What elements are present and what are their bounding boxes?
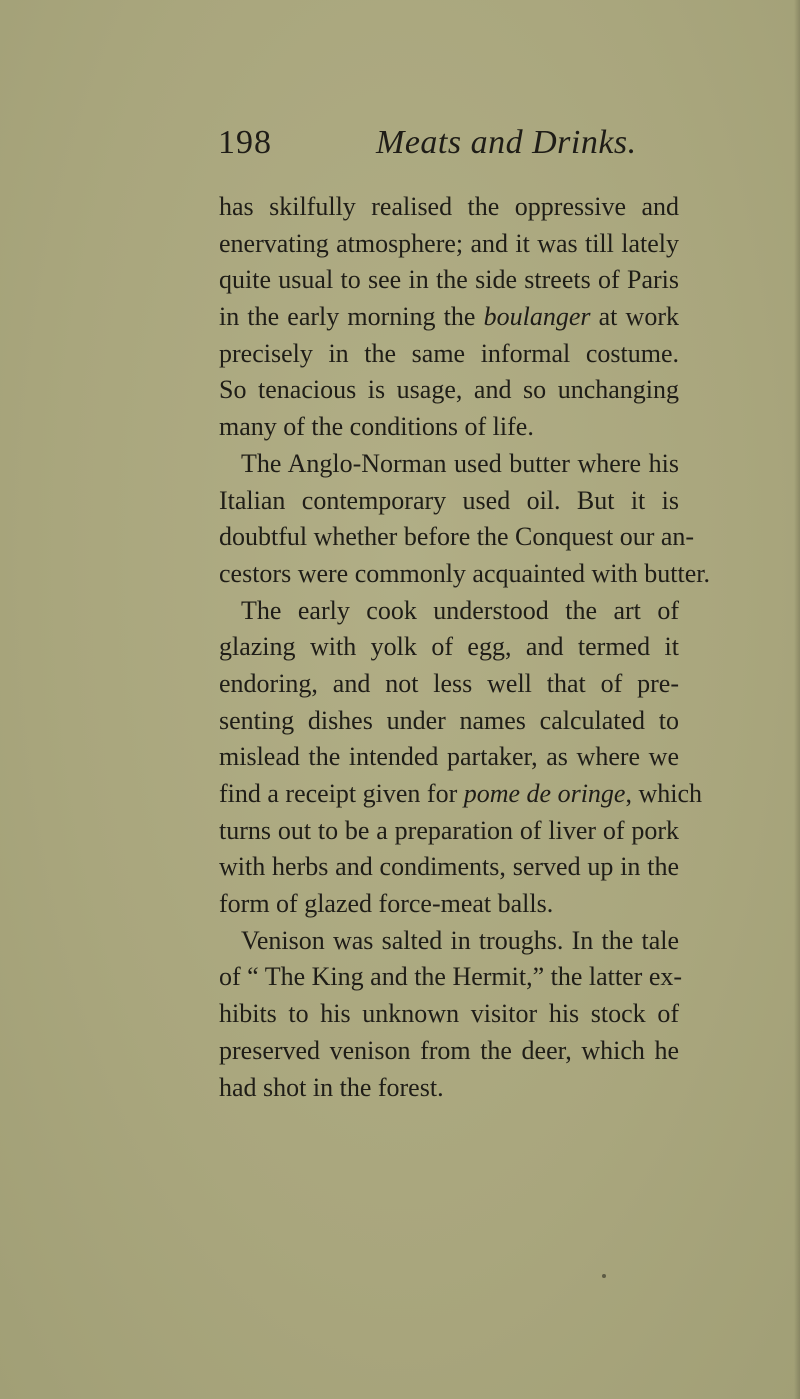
page-number: 198 xyxy=(218,124,272,161)
text-line: had shot in the forest. xyxy=(219,1072,444,1102)
page-edge-shadow xyxy=(794,0,800,1399)
page-header xyxy=(218,118,638,168)
text-line: endoring, and not less well that of pre- xyxy=(219,668,679,698)
text-line: form of glazed force-meat balls. xyxy=(219,889,554,919)
text-line: Venison was salted in troughs. In the tale xyxy=(241,925,679,955)
running-head: Meats and Drinks. xyxy=(376,124,637,161)
text-line: hibits to his unknown visitor his stock of xyxy=(219,999,679,1029)
text-line: turns out to be a preparation of liver of pork xyxy=(219,815,679,845)
text-line: has skilfully realised the oppressive and xyxy=(219,192,679,221)
text-line: of “ The King and the Hermit,” the latter ex- xyxy=(219,962,683,992)
text-line: glazing with yolk of egg, and termed it xyxy=(219,632,679,662)
text-line: Italian contemporary used oil. But it is xyxy=(219,485,679,515)
text-line: doubtful whether before the Conquest our an- xyxy=(219,522,695,552)
italic-term-pome-de-oringe: pome de oringe xyxy=(463,779,626,808)
text-line: So tenacious is usage, and so unchanging xyxy=(219,375,679,405)
text-line: senting dishes under names calculated to xyxy=(219,705,679,735)
text-line: preserved venison from the deer, which he xyxy=(219,1035,679,1065)
text-line: enervating atmosphere; and it was till lately xyxy=(219,228,679,258)
text-line: mislead the intended partaker, as where we xyxy=(219,742,679,772)
paper-speck xyxy=(602,1274,606,1278)
text-line: quite usual to see in the side streets of Paris xyxy=(219,265,679,295)
text-line: many of the conditions of life. xyxy=(219,412,534,442)
text-line: The early cook understood the art of xyxy=(241,595,679,625)
text-line: cestors were commonly acquainted with butter. xyxy=(219,558,710,588)
text-line: The Anglo-Norman used butter where his xyxy=(241,448,679,478)
text-line: with herbs and condiments, served up in the xyxy=(219,852,679,882)
text-line: find a receipt given for pome de oringe, which xyxy=(219,779,703,808)
body-text xyxy=(219,189,710,1106)
text-line: precisely in the same informal costume. xyxy=(219,338,679,368)
text-line: in the early morning the boulanger at work xyxy=(219,302,679,332)
italic-term-boulanger: boulanger xyxy=(483,302,591,332)
